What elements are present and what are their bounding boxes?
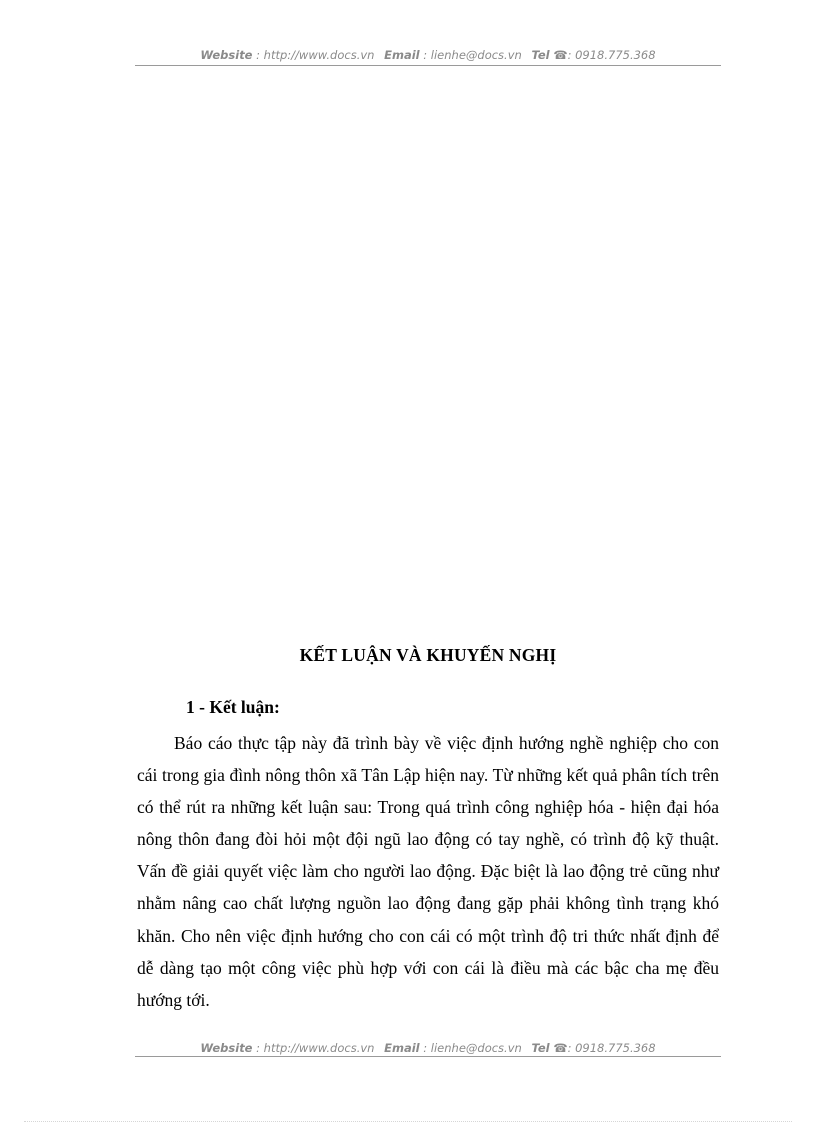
header-email-link[interactable]: : lienhe@docs.vn — [423, 48, 522, 62]
header-tel-label: Tel — [531, 48, 550, 62]
body-paragraph: Báo cáo thực tập này đã trình bày về việc định hướng nghề nghiệp cho con cái trong gia đình nông thôn xã Tân Lập hiện nay. Từ những kết quả phân tích trên có thể rút ra những kết luận sau: Trong quá trình công nghiệp hóa - hiện đại hóa nông thôn đang đòi hỏi một đội ngũ lao động có tay nghề, có trình độ kỹ thuật. Vấn đề giải quyết việc làm cho người lao động. Đặc biệt là lao động trẻ cũng như nhằm nâng cao chất lượng nguồn lao động đang gặp phải không tình trạng khó khăn. Cho nên việc định hướng cho con cái có một trình độ tri thức nhất định để dễ dàng tạo một công việc phù hợp với con cái là điều mà các bậc cha mẹ đều hướng tới. — [137, 733, 719, 1010]
footer-tel-label: Tel — [531, 1041, 550, 1055]
footer-email-link[interactable]: : lienhe@docs.vn — [423, 1041, 522, 1055]
footer-website-label: Website — [200, 1041, 253, 1055]
header-website-label: Website — [200, 48, 253, 62]
header-website-link[interactable]: : http://www.docs.vn — [256, 48, 375, 62]
footer-divider — [135, 1056, 721, 1057]
footer-tel-value: : 0918.775.368 — [567, 1041, 656, 1055]
header-divider — [135, 65, 721, 66]
phone-icon: ☎ — [553, 48, 568, 62]
page-edge-dotted-line — [24, 1121, 792, 1122]
header-email-label: Email — [384, 48, 420, 62]
section-heading: 1 - Kết luận: — [186, 697, 280, 717]
page-header — [135, 48, 721, 62]
footer-website-link[interactable]: : http://www.docs.vn — [256, 1041, 375, 1055]
footer-email-label: Email — [384, 1041, 420, 1055]
page-footer — [135, 1041, 721, 1055]
document-title: KẾT LUẬN VÀ KHUYẾN NGHỊ — [299, 645, 557, 665]
header-tel-value: : 0918.775.368 — [567, 48, 656, 62]
phone-icon: ☎ — [553, 1041, 568, 1055]
